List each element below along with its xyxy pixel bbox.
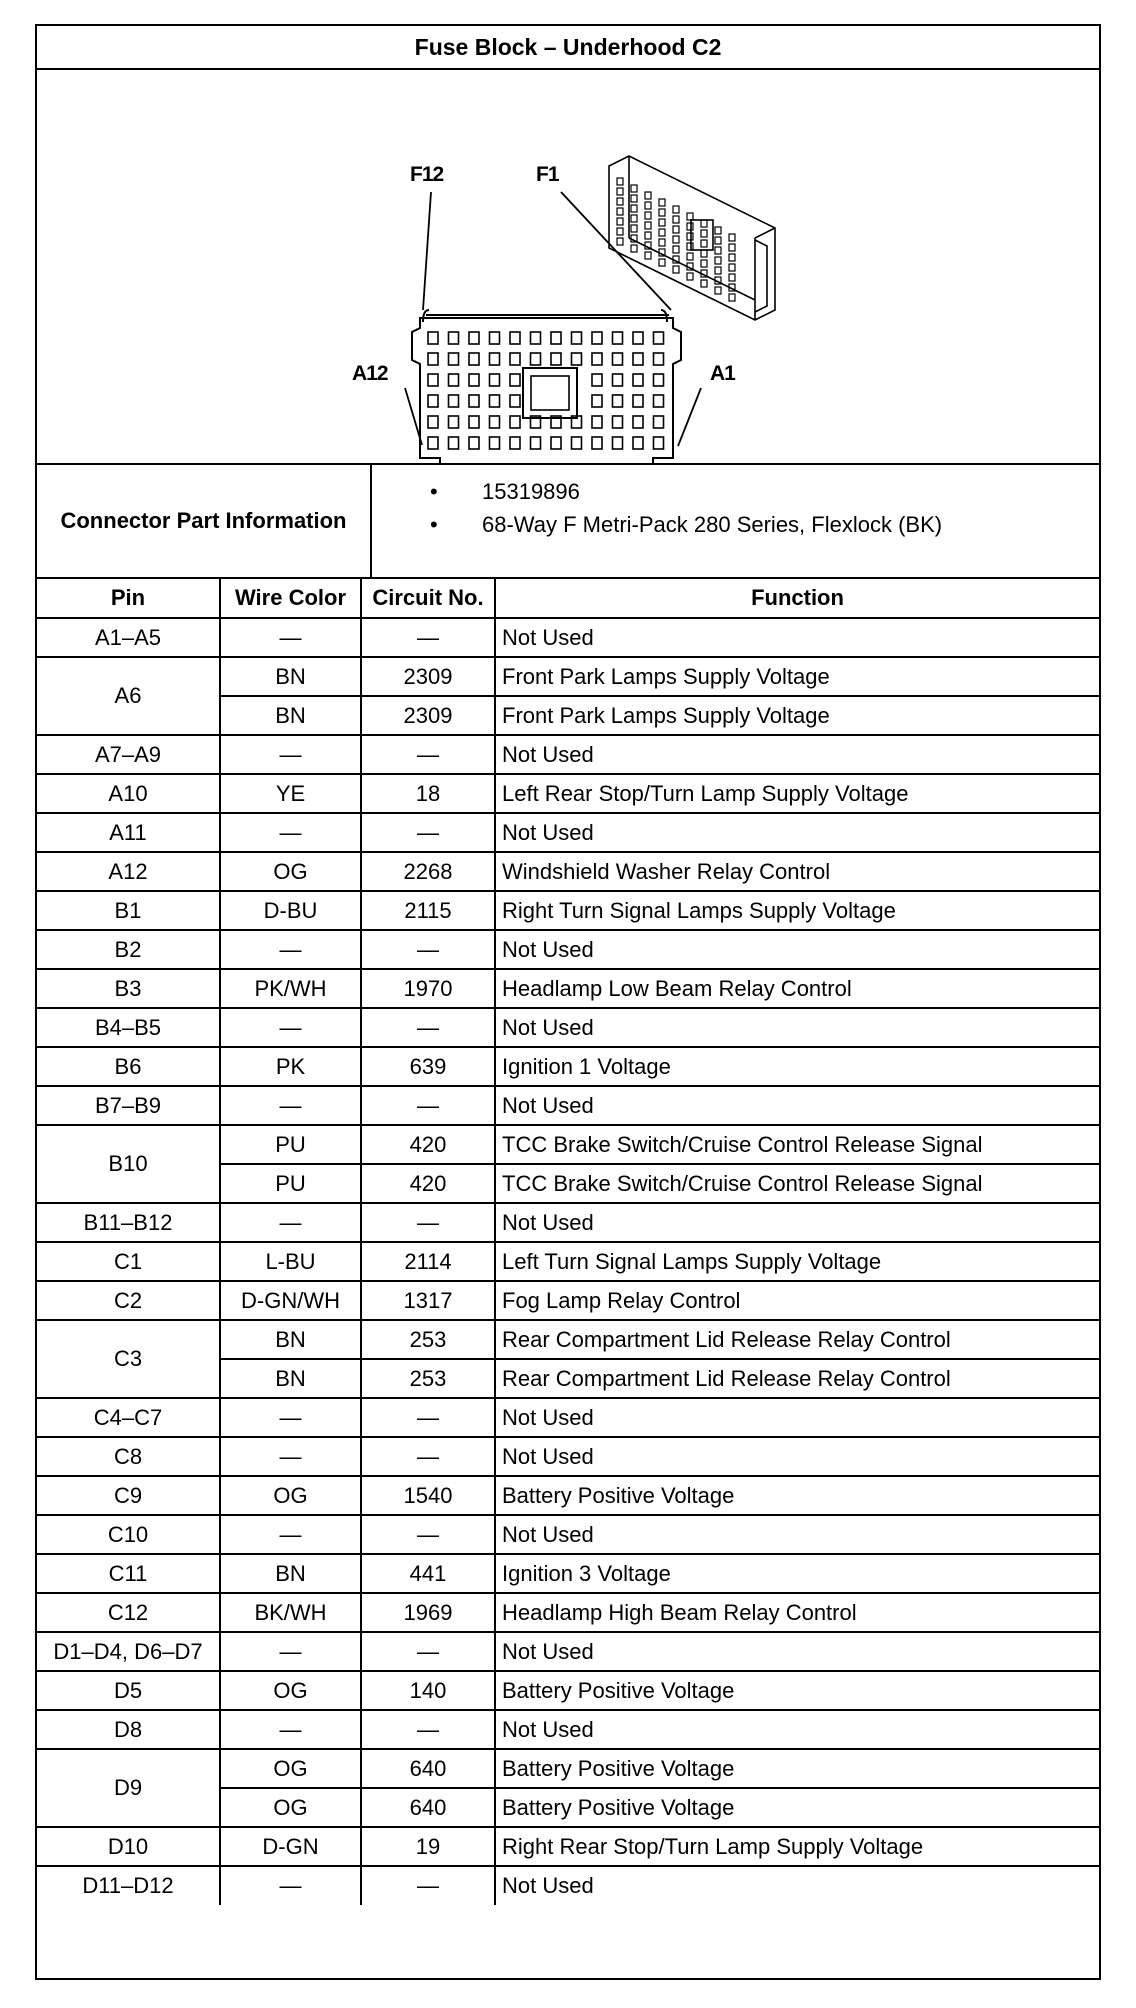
side-cavity <box>687 223 693 230</box>
pin-cavity <box>592 437 602 449</box>
table-row <box>37 1827 1099 1866</box>
pin-cell: D11–D12 <box>37 1866 220 1905</box>
callout-a12: A12 <box>352 362 388 385</box>
pin-cavity <box>490 353 500 365</box>
side-cavity <box>687 213 693 220</box>
function-cell: Fog Lamp Relay Control <box>495 1281 1099 1320</box>
pin-cell: A7–A9 <box>37 735 220 774</box>
circuit-cell: 420 <box>361 1125 495 1164</box>
pin-cavity <box>531 353 541 365</box>
connector-drawing <box>37 70 1103 465</box>
side-cavity <box>673 216 679 223</box>
pin-cell: A11 <box>37 813 220 852</box>
pin-cell: D9 <box>37 1749 220 1827</box>
side-cavity <box>673 226 679 233</box>
header-wire-color: Wire Color <box>220 579 361 618</box>
circuit-cell: — <box>361 618 495 657</box>
pin-cavity <box>572 332 582 344</box>
function-cell: Not Used <box>495 1437 1099 1476</box>
function-cell: Headlamp High Beam Relay Control <box>495 1593 1099 1632</box>
wire-color-cell: — <box>220 1398 361 1437</box>
function-cell: Front Park Lamps Supply Voltage <box>495 696 1099 735</box>
function-cell: Not Used <box>495 735 1099 774</box>
pin-cavity <box>510 395 520 407</box>
side-cavity <box>631 245 637 252</box>
wire-color-cell: — <box>220 813 361 852</box>
side-cavity <box>631 185 637 192</box>
side-cavity <box>645 232 651 239</box>
wire-color-cell: — <box>220 1710 361 1749</box>
page-title: Fuse Block – Underhood C2 <box>37 26 1099 70</box>
circuit-cell: 2309 <box>361 696 495 735</box>
side-cavity <box>729 254 735 261</box>
pin-cavity <box>592 332 602 344</box>
table-row <box>37 1203 1099 1242</box>
circuit-cell: 639 <box>361 1047 495 1086</box>
pin-cell: C9 <box>37 1476 220 1515</box>
pin-cavity <box>592 353 602 365</box>
pin-cavity <box>469 374 479 386</box>
pin-cavity <box>551 353 561 365</box>
circuit-cell: — <box>361 1632 495 1671</box>
pin-cavity <box>428 353 438 365</box>
callout-a1: A1 <box>710 362 735 385</box>
pin-cavity <box>633 353 643 365</box>
table-row <box>37 1710 1099 1749</box>
function-cell: Not Used <box>495 930 1099 969</box>
side-cavity <box>645 222 651 229</box>
function-cell: Left Rear Stop/Turn Lamp Supply Voltage <box>495 774 1099 813</box>
function-cell: Left Turn Signal Lamps Supply Voltage <box>495 1242 1099 1281</box>
wire-color-cell: — <box>220 1866 361 1905</box>
side-cavity <box>631 225 637 232</box>
table-row <box>37 1320 1099 1359</box>
table-header-row <box>37 579 1099 618</box>
pin-cavity <box>449 332 459 344</box>
side-cavity <box>659 199 665 206</box>
table-row <box>37 852 1099 891</box>
wire-color-cell: BN <box>220 696 361 735</box>
circuit-cell: — <box>361 813 495 852</box>
function-cell: Not Used <box>495 813 1099 852</box>
pin-cavity <box>490 437 500 449</box>
callout-f1: F1 <box>536 163 559 186</box>
pin-cell: A6 <box>37 657 220 735</box>
table-row <box>37 657 1099 696</box>
wire-color-cell: D-BU <box>220 891 361 930</box>
header-circuit-no: Circuit No. <box>361 579 495 618</box>
function-cell: Not Used <box>495 1866 1099 1905</box>
pin-cavity <box>654 353 664 365</box>
function-cell: Ignition 3 Voltage <box>495 1554 1099 1593</box>
wire-color-cell: — <box>220 618 361 657</box>
pin-cell: D1–D4, D6–D7 <box>37 1632 220 1671</box>
table-row <box>37 1281 1099 1320</box>
table-row <box>37 618 1099 657</box>
wire-color-cell: — <box>220 1515 361 1554</box>
pin-cavity <box>490 395 500 407</box>
pin-cell: B7–B9 <box>37 1086 220 1125</box>
pin-cavity <box>633 395 643 407</box>
circuit-cell: — <box>361 1515 495 1554</box>
circuit-cell: 2114 <box>361 1242 495 1281</box>
table-row <box>37 1866 1099 1905</box>
wire-color-cell: BN <box>220 1554 361 1593</box>
pin-cell: C4–C7 <box>37 1398 220 1437</box>
pin-cavity <box>449 374 459 386</box>
table-row <box>37 1476 1099 1515</box>
side-cavity <box>617 208 623 215</box>
side-cavity <box>659 229 665 236</box>
circuit-cell: 420 <box>361 1164 495 1203</box>
pin-cavity <box>551 332 561 344</box>
connector-outline <box>412 318 681 465</box>
circuit-cell: 1970 <box>361 969 495 1008</box>
table-row <box>37 735 1099 774</box>
circuit-cell: 140 <box>361 1671 495 1710</box>
pin-cell: C2 <box>37 1281 220 1320</box>
side-cavity <box>715 287 721 294</box>
side-cavity <box>673 246 679 253</box>
wire-color-cell: PU <box>220 1164 361 1203</box>
circuit-cell: 253 <box>361 1320 495 1359</box>
pin-cell: D8 <box>37 1710 220 1749</box>
pin-cavity <box>469 353 479 365</box>
wire-color-cell: D-GN <box>220 1827 361 1866</box>
pin-cavity <box>469 332 479 344</box>
pin-cavity <box>613 353 623 365</box>
table-row <box>37 1515 1099 1554</box>
side-body <box>609 156 775 320</box>
table-row <box>37 1125 1099 1164</box>
function-cell: Not Used <box>495 1008 1099 1047</box>
pin-cell: C10 <box>37 1515 220 1554</box>
side-cavity <box>715 267 721 274</box>
wire-color-cell: — <box>220 1008 361 1047</box>
circuit-cell: — <box>361 1398 495 1437</box>
wire-color-cell: D-GN/WH <box>220 1281 361 1320</box>
header-pin: Pin <box>37 579 220 618</box>
function-cell: Battery Positive Voltage <box>495 1476 1099 1515</box>
wire-color-cell: BK/WH <box>220 1593 361 1632</box>
wire-color-cell: PK/WH <box>220 969 361 1008</box>
side-cavity <box>687 253 693 260</box>
side-cavity <box>715 257 721 264</box>
side-cavity <box>617 188 623 195</box>
table-row <box>37 774 1099 813</box>
table-row <box>37 1242 1099 1281</box>
pin-cavity <box>592 395 602 407</box>
table-row <box>37 1437 1099 1476</box>
pin-cavity <box>428 332 438 344</box>
function-cell: TCC Brake Switch/Cruise Control Release Signal <box>495 1164 1099 1203</box>
pin-cavity <box>449 437 459 449</box>
pin-cavity <box>654 437 664 449</box>
wire-color-cell: OG <box>220 1788 361 1827</box>
function-cell: Not Used <box>495 1632 1099 1671</box>
function-cell: Ignition 1 Voltage <box>495 1047 1099 1086</box>
connector-part-information-label: Connector Part Information <box>37 465 372 577</box>
pin-cavity <box>510 353 520 365</box>
circuit-cell: 1317 <box>361 1281 495 1320</box>
circuit-cell: — <box>361 930 495 969</box>
circuit-cell: 640 <box>361 1749 495 1788</box>
circuit-cell: 19 <box>361 1827 495 1866</box>
circuit-cell: 18 <box>361 774 495 813</box>
circuit-cell: 640 <box>361 1788 495 1827</box>
side-cavity <box>701 250 707 257</box>
table-row <box>37 891 1099 930</box>
side-cavity <box>673 206 679 213</box>
table-row <box>37 1632 1099 1671</box>
table-row <box>37 930 1099 969</box>
pin-cavity <box>469 437 479 449</box>
circuit-cell: 1540 <box>361 1476 495 1515</box>
pin-cell: D10 <box>37 1827 220 1866</box>
side-cavity <box>687 273 693 280</box>
circuit-cell: — <box>361 735 495 774</box>
wire-color-cell: — <box>220 1203 361 1242</box>
pin-cell: B11–B12 <box>37 1203 220 1242</box>
pin-cavity <box>654 416 664 428</box>
pin-cell: D5 <box>37 1671 220 1710</box>
wire-color-cell: L-BU <box>220 1242 361 1281</box>
side-cavity <box>631 215 637 222</box>
callout-f12: F12 <box>410 163 444 186</box>
function-cell: Headlamp Low Beam Relay Control <box>495 969 1099 1008</box>
side-cavity <box>617 178 623 185</box>
circuit-cell: 253 <box>361 1359 495 1398</box>
function-cell: Rear Compartment Lid Release Relay Control <box>495 1320 1099 1359</box>
pin-cavity <box>510 416 520 428</box>
side-cavity <box>659 259 665 266</box>
function-cell: Battery Positive Voltage <box>495 1671 1099 1710</box>
side-cavity <box>617 198 623 205</box>
side-cavity <box>729 264 735 271</box>
wire-color-cell: OG <box>220 852 361 891</box>
circuit-cell: — <box>361 1710 495 1749</box>
side-cavity <box>715 227 721 234</box>
circuit-cell: — <box>361 1203 495 1242</box>
function-cell: Battery Positive Voltage <box>495 1749 1099 1788</box>
wire-color-cell: OG <box>220 1476 361 1515</box>
side-cavity <box>617 228 623 235</box>
side-cavity <box>631 195 637 202</box>
pin-cell: B3 <box>37 969 220 1008</box>
side-cavity <box>645 252 651 259</box>
side-cavity <box>715 237 721 244</box>
circuit-cell: 2309 <box>361 657 495 696</box>
wire-color-cell: PU <box>220 1125 361 1164</box>
pin-cell: A10 <box>37 774 220 813</box>
side-cavity <box>659 209 665 216</box>
function-cell: Not Used <box>495 618 1099 657</box>
function-cell: Not Used <box>495 1398 1099 1437</box>
wire-color-cell: — <box>220 1632 361 1671</box>
pin-cavity <box>551 437 561 449</box>
function-cell: Right Rear Stop/Turn Lamp Supply Voltage <box>495 1827 1099 1866</box>
function-cell: Right Turn Signal Lamps Supply Voltage <box>495 891 1099 930</box>
pin-cavity <box>592 416 602 428</box>
side-cavity <box>687 243 693 250</box>
function-cell: Battery Positive Voltage <box>495 1788 1099 1827</box>
pin-cell: C12 <box>37 1593 220 1632</box>
pin-cavity <box>613 395 623 407</box>
side-cavity <box>687 233 693 240</box>
part-number: • 15319896 <box>372 475 942 508</box>
pin-cavity <box>633 416 643 428</box>
pin-cavity <box>531 332 541 344</box>
pin-cavity <box>613 416 623 428</box>
side-cavity <box>673 236 679 243</box>
table-row <box>37 1554 1099 1593</box>
table-row <box>37 1398 1099 1437</box>
side-cavity <box>701 260 707 267</box>
pin-cavity <box>510 437 520 449</box>
wire-color-cell: BN <box>220 1320 361 1359</box>
connector-front-face <box>412 310 681 465</box>
side-cavity <box>659 219 665 226</box>
table-row <box>37 969 1099 1008</box>
pin-cavity <box>449 416 459 428</box>
side-cavity <box>645 202 651 209</box>
side-cavity <box>701 230 707 237</box>
function-cell: Windshield Washer Relay Control <box>495 852 1099 891</box>
function-cell: Not Used <box>495 1086 1099 1125</box>
pin-cavity <box>654 395 664 407</box>
connector-part-list <box>372 475 942 541</box>
wire-color-cell: YE <box>220 774 361 813</box>
side-cavity <box>673 266 679 273</box>
wire-color-cell: — <box>220 735 361 774</box>
table-row <box>37 1008 1099 1047</box>
circuit-cell: — <box>361 1437 495 1476</box>
pin-cavity <box>633 332 643 344</box>
function-cell: Front Park Lamps Supply Voltage <box>495 657 1099 696</box>
wire-color-cell: — <box>220 930 361 969</box>
side-cavity <box>645 192 651 199</box>
pin-cavity <box>633 437 643 449</box>
side-cavity <box>729 244 735 251</box>
pin-cavity <box>592 374 602 386</box>
circuit-cell: 2268 <box>361 852 495 891</box>
pin-cavity <box>449 395 459 407</box>
connector-sheet <box>35 24 1101 1980</box>
connector-figure <box>37 70 1099 465</box>
side-cavity <box>617 218 623 225</box>
pin-cavity <box>469 416 479 428</box>
function-cell: TCC Brake Switch/Cruise Control Release Signal <box>495 1125 1099 1164</box>
wire-color-cell: BN <box>220 1359 361 1398</box>
function-cell: Not Used <box>495 1515 1099 1554</box>
pin-cavity <box>654 332 664 344</box>
pin-cell: C1 <box>37 1242 220 1281</box>
pin-cell: C8 <box>37 1437 220 1476</box>
pin-cavity <box>449 353 459 365</box>
side-cavity <box>631 205 637 212</box>
pin-cavity <box>572 437 582 449</box>
side-cavity <box>701 220 707 227</box>
pin-cell: C11 <box>37 1554 220 1593</box>
side-cavity <box>659 239 665 246</box>
pin-cavity <box>428 395 438 407</box>
wire-color-cell: — <box>220 1437 361 1476</box>
pin-cavity <box>572 353 582 365</box>
wire-color-cell: BN <box>220 657 361 696</box>
pin-cavity <box>613 332 623 344</box>
pin-cell: B6 <box>37 1047 220 1086</box>
pin-cell: B4–B5 <box>37 1008 220 1047</box>
pin-cell: A1–A5 <box>37 618 220 657</box>
circuit-cell: 1969 <box>361 1593 495 1632</box>
side-cavity <box>617 238 623 245</box>
pin-cavity <box>490 332 500 344</box>
circuit-cell: — <box>361 1866 495 1905</box>
table-row <box>37 1593 1099 1632</box>
table-row <box>37 1749 1099 1788</box>
side-cavity <box>715 247 721 254</box>
circuit-cell: 2115 <box>361 891 495 930</box>
pin-cavity <box>469 395 479 407</box>
function-cell: Not Used <box>495 1203 1099 1242</box>
table-row <box>37 1086 1099 1125</box>
table-row <box>37 1047 1099 1086</box>
pin-cavity <box>633 374 643 386</box>
circuit-cell: — <box>361 1008 495 1047</box>
side-cavity <box>729 234 735 241</box>
pin-cavity <box>428 416 438 428</box>
pin-cavity <box>613 374 623 386</box>
wire-color-cell: OG <box>220 1749 361 1788</box>
pin-cavity <box>654 374 664 386</box>
pin-cell: B1 <box>37 891 220 930</box>
side-cavity <box>701 280 707 287</box>
pin-cavity <box>490 416 500 428</box>
pinout-table <box>37 579 1099 1905</box>
function-cell: Rear Compartment Lid Release Relay Control <box>495 1359 1099 1398</box>
circuit-cell: — <box>361 1086 495 1125</box>
pin-cavity <box>613 437 623 449</box>
pin-cavity <box>428 437 438 449</box>
connector-side-view <box>609 156 775 320</box>
pin-cell: B2 <box>37 930 220 969</box>
pin-cavity <box>510 332 520 344</box>
pin-cavity <box>428 374 438 386</box>
pin-cell: A12 <box>37 852 220 891</box>
side-cavity <box>729 294 735 301</box>
pin-cavity <box>510 374 520 386</box>
table-row <box>37 1671 1099 1710</box>
side-cavity <box>645 212 651 219</box>
header-function: Function <box>495 579 1099 618</box>
pin-cavity <box>490 374 500 386</box>
wire-color-cell: OG <box>220 1671 361 1710</box>
pin-cell: B10 <box>37 1125 220 1203</box>
function-cell: Not Used <box>495 1710 1099 1749</box>
connector-part-information <box>37 465 1099 579</box>
side-cavity <box>701 240 707 247</box>
circuit-cell: 441 <box>361 1554 495 1593</box>
side-cavity <box>729 274 735 281</box>
part-description: • 68-Way F Metri-Pack 280 Series, Flexlock (BK) <box>372 508 942 541</box>
pin-cavity <box>531 437 541 449</box>
pin-cell: C3 <box>37 1320 220 1398</box>
wire-color-cell: PK <box>220 1047 361 1086</box>
wire-color-cell: — <box>220 1086 361 1125</box>
table-row <box>37 813 1099 852</box>
